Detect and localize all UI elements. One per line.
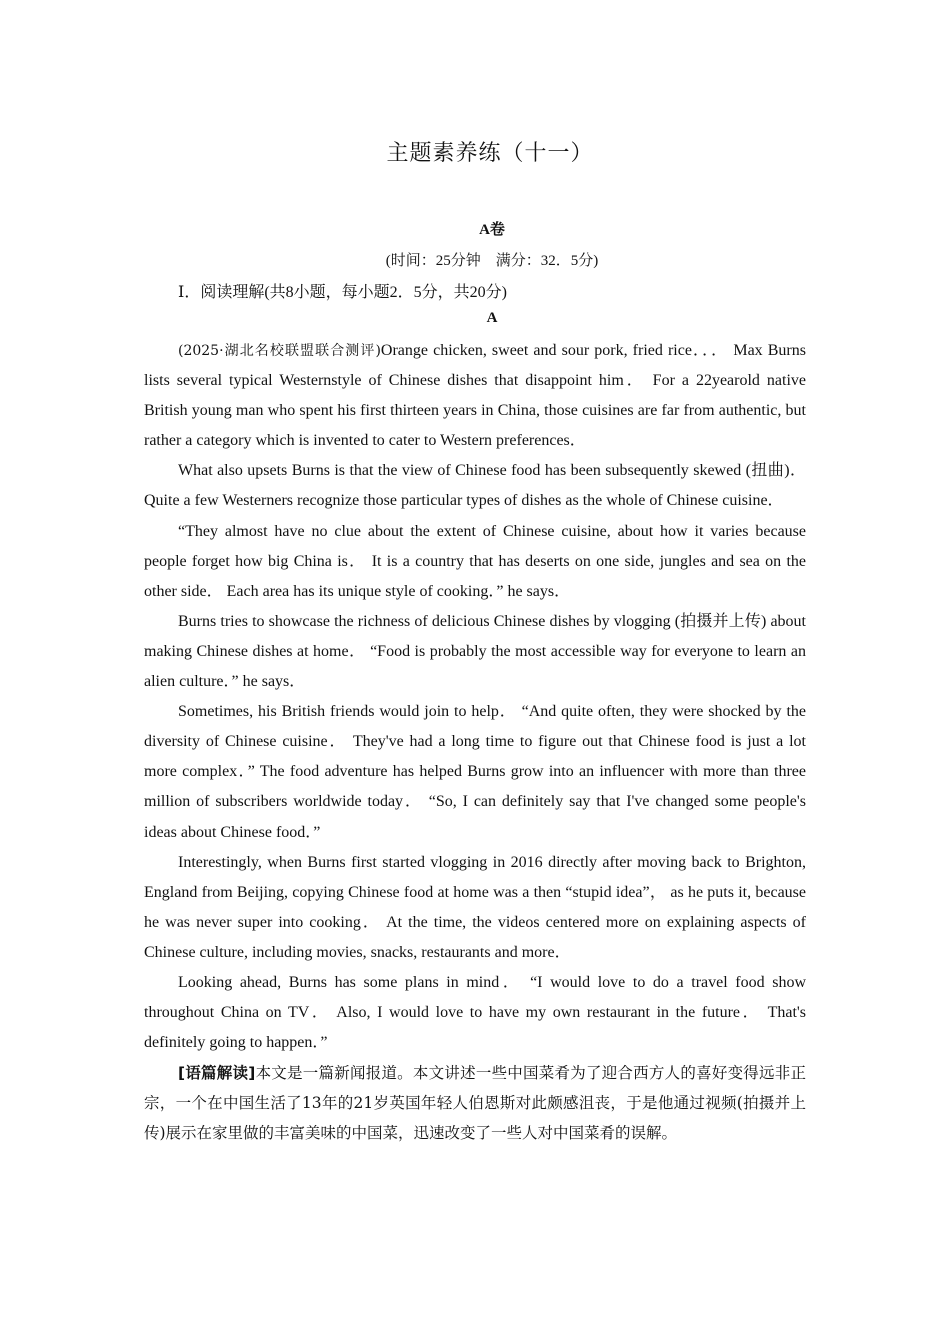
time-score-info: (时间：25分钟 满分：32．5分) [385,253,599,269]
discourse-analysis [144,1058,806,1148]
section-heading [178,279,507,302]
page-title: 主题素养练（十一） [386,141,594,166]
paragraph-text: Orange chicken, sweet and sour pork, fried rice．．． Max Burns lists several typical Westernstyle of Chinese dishes that disappoint him． For a 22yearold native British young man who spent his first thirteen years in China, those cuisines are far from authentic, but rather a category which is invented to cater to Western preferences． [144,342,806,450]
source-note: (2025·湖北名校联盟联合测评) [178,343,381,359]
paper-label: A卷 [479,222,505,238]
paragraph-7: Looking ahead, Burns has some plans in mind． “I would love to do a travel food show throughout China on TV． Also, I would love to have my own restaurant in the future． That's definitely going to happen．” [144,973,806,1052]
section-detail: (共8小题，每小题2．5分，共20分) [264,284,507,301]
passage-label: A [486,310,498,326]
reading-passage [144,336,806,1149]
paragraph-1 [144,336,806,456]
paragraph-5: Sometimes, his British friends would join to help． “And quite often, they were shocked by the diversity of Chinese cuisine． They've had a long time to figure out that Chinese food is just a lot more complex．” The food adventure has helped Burns grow into an influencer with more than three million of subscribers worldwide today． “So, I can definitely say that I've changed some people's ideas about Chinese food．” [144,703,806,841]
paragraph-2: What also upsets Burns is that the view of Chinese food has been subsequently skewed (扭曲)． Quite a few Westerners recognize those particular types of dishes as the whole of Chinese cuisine． [144,462,806,510]
paragraph-4: Burns tries to showcase the richness of delicious Chinese dishes by vlogging (拍摄并上传) about making Chinese dishes at home． “Food is probably the most accessible way for everyone to learn an alien culture．” he says． [144,612,806,691]
paragraph-3: “They almost have no clue about the extent of Chinese cuisine, about how it varies because people forget how big China is． It is a country that has deserts on one side, jungles and sea on the other side． Each area has its unique style of cooking．” he says． [144,522,806,600]
section-label: Ⅰ．阅读理解 [178,284,265,301]
analysis-text: 本文是一篇新闻报道。本文讲述一些中国菜肴为了迎合西方人的喜好变得远非正宗，一个在中国生活了13年的21岁英国年轻人伯恩斯对此颇感沮丧，于是他通过视频(拍摄并上传)展示在家里做的丰富美味的中国菜，迅速改变了一些人对中国菜肴的误解。 [144,1064,806,1143]
analysis-label: [语篇解读] [178,1064,256,1083]
paragraph-6: Interestingly, when Burns first started vlogging in 2016 directly after moving back to Brighton, England from Beijing, copying Chinese food at home was a then “stupid idea”， as he puts it, because he was never super into cooking． At the time, the videos centered more on explaining aspects of Chinese culture, including movies, snacks, restaurants and more． [144,853,806,961]
